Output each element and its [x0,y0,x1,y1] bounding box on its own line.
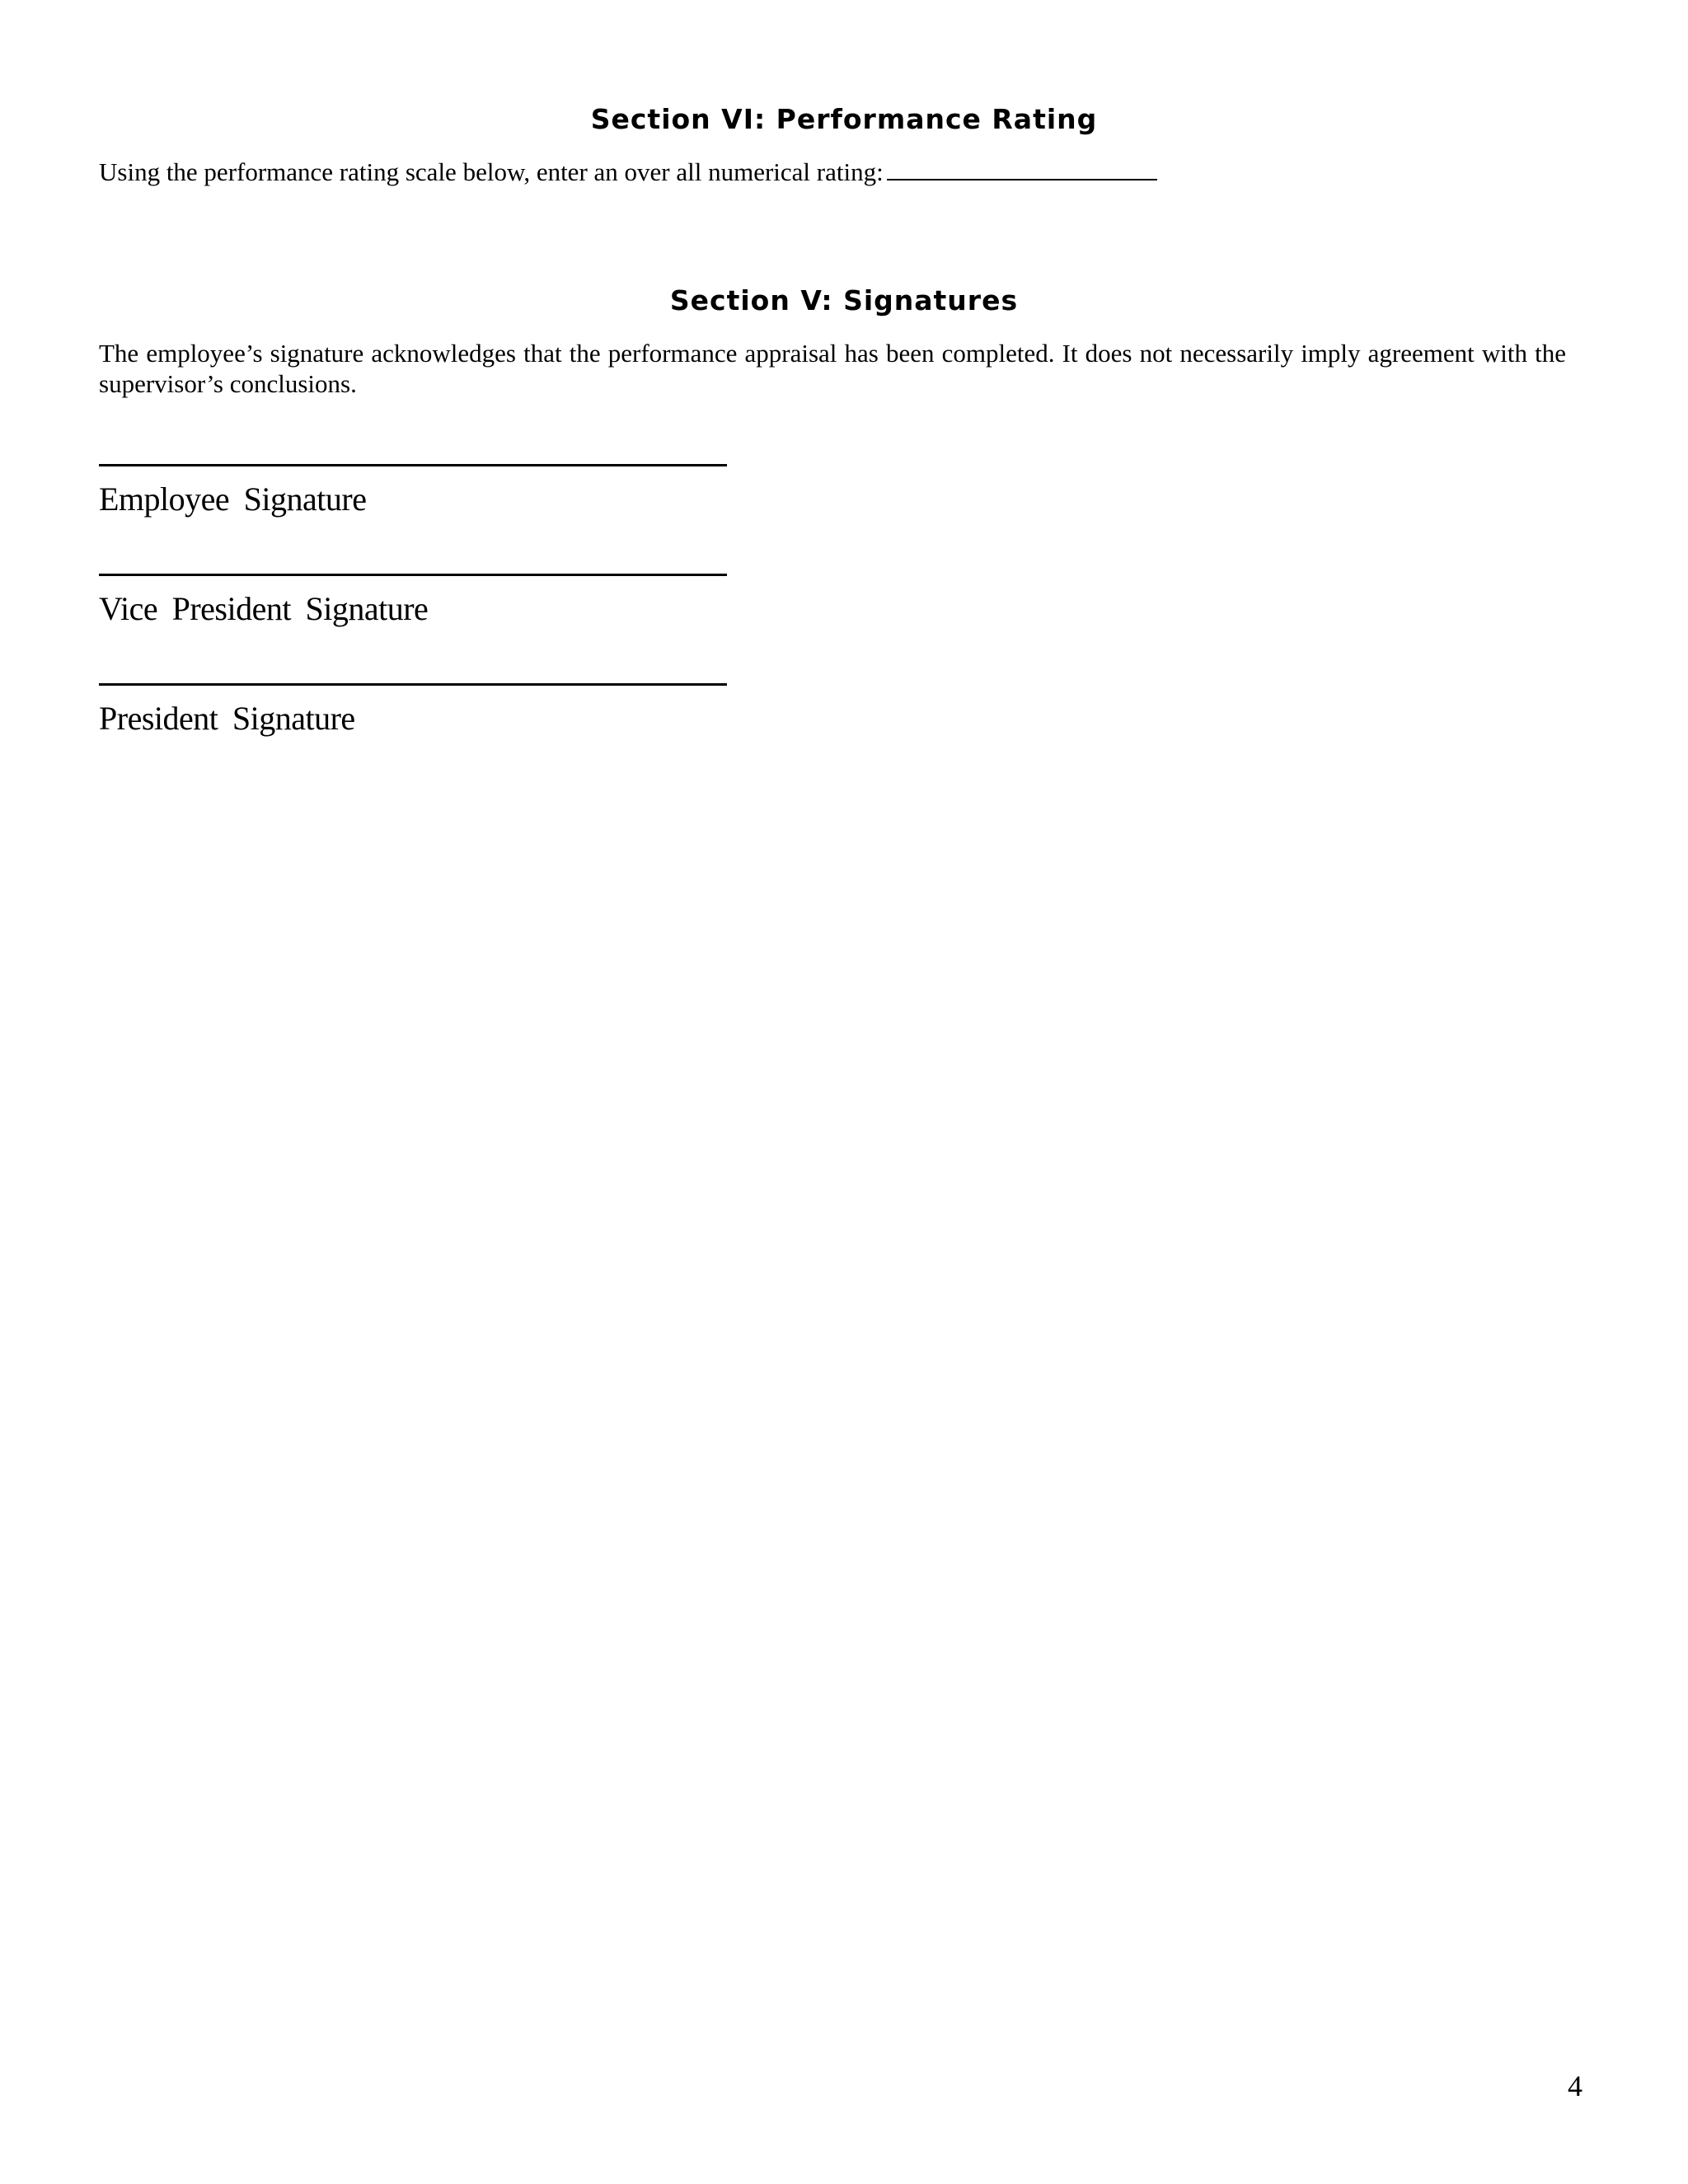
section-heading-signatures: Section V: Signatures [669,284,1019,316]
president-signature-line[interactable] [99,683,727,686]
page-number: 4 [1568,2069,1582,2102]
rating-instruction: Using the performance rating scale below, enter an over all numerical rating: [99,157,884,186]
president-signature-block [99,683,727,738]
president-signature-label: President Signature [99,700,355,737]
vice-president-signature-label: Vice President Signature [99,590,429,627]
rating-entry-blank[interactable] [887,159,1157,180]
employee-signature-block [99,464,727,519]
rating-instruction-line [99,157,1566,187]
vice-president-signature-block [99,574,727,629]
employee-signature-line[interactable] [99,464,727,466]
employee-signature-label: Employee Signature [99,480,367,518]
vice-president-signature-line[interactable] [99,574,727,576]
section-heading-performance-rating: Section VI: Performance Rating [590,103,1098,135]
signature-acknowledgement-note: The employee’s signature acknowledges that the performance appraisal has been completed. It does not necessarily imply agreement with the supervisor’s conclusions. [99,339,1566,398]
